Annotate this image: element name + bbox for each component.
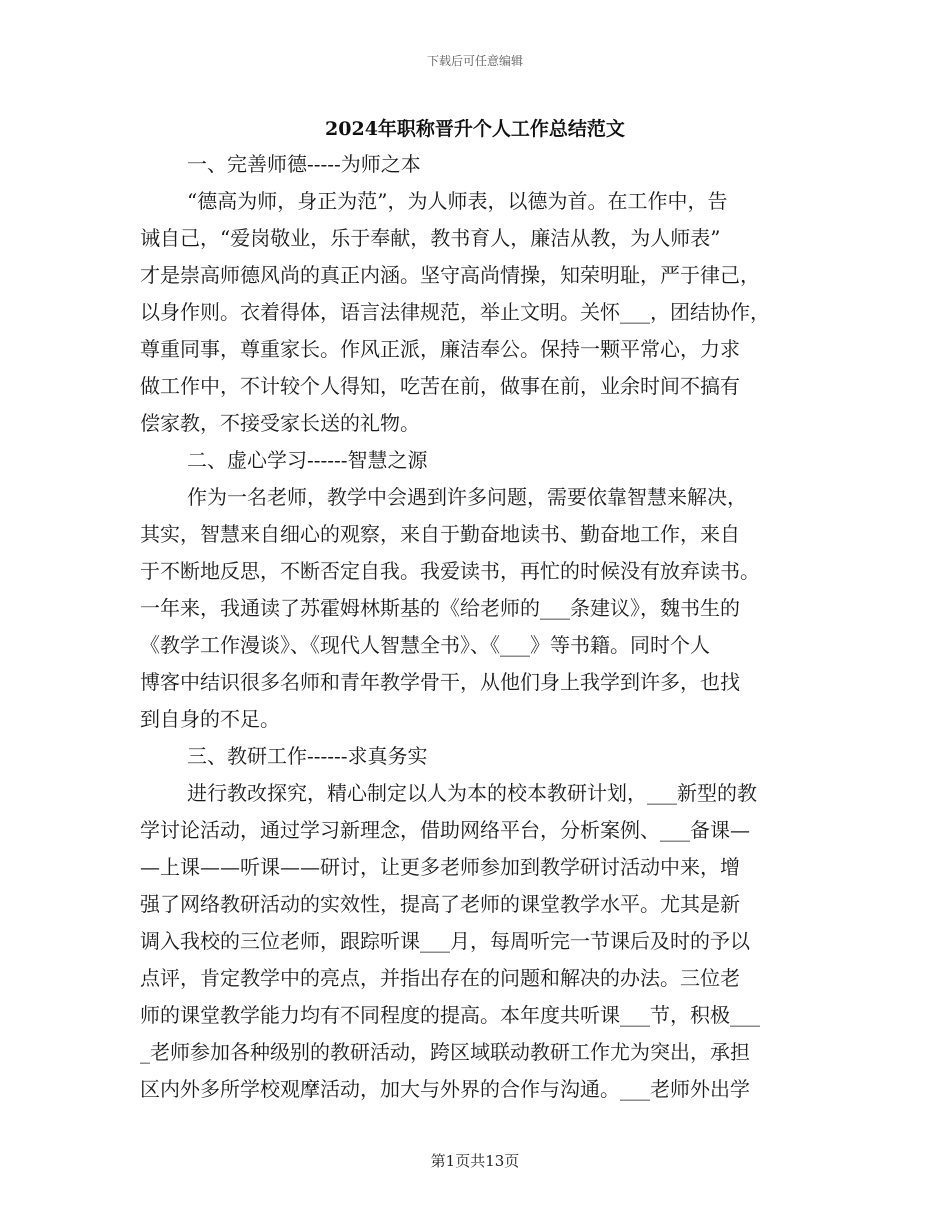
paragraph-line: 进行教改探究，精心制定以人为本的校本教研计划，___新型的教: [187, 781, 757, 805]
paragraph-line: 尊重同事，尊重家长。作风正派，廉洁奉公。保持一颗平常心，力求: [140, 337, 740, 361]
section-heading: 三、教研工作------求真务实: [187, 744, 428, 768]
paragraph-line: 《教学工作漫谈》、《现代人智慧全书》、《___》等书籍。同时个人: [140, 633, 710, 657]
paragraph-line: 诫自己，“爱岗敬业，乐于奉献，教书育人，廉洁从教，为人师表”: [140, 226, 721, 250]
section-heading: 二、虚心学习------智慧之源: [187, 448, 428, 472]
paragraph-line: 以身作则。衣着得体，语言法律规范，举止文明。关怀___，团结协作，: [140, 300, 770, 324]
paragraph-line: 师的课堂教学能力均有不同程度的提高。本年度共听课___节，积极___: [140, 1003, 760, 1027]
paragraph-line: _老师参加各种级别的教研活动，跨区域联动教研工作尤为突出，承担: [140, 1040, 750, 1064]
paragraph-line: 做工作中，不计较个人得知，吃苦在前，做事在前，业余时间不搞有: [140, 374, 740, 398]
paragraph-line: —上课——听课——研讨，让更多老师参加到教学研讨活动中来，增: [140, 855, 740, 879]
paragraph-line: “德高为师，身正为范”，为人师表，以德为首。在工作中，告: [187, 189, 728, 213]
paragraph-line: 其实，智慧来自细心的观察，来自于勤奋地读书、勤奋地工作，来自: [140, 522, 740, 546]
paragraph-line: 才是崇高师德风尚的真正内涵。坚守高尚情操，知荣明耻，严于律己，: [140, 263, 760, 287]
paragraph-line: 偿家教，不接受家长送的礼物。: [140, 411, 420, 435]
paragraph-line: 点评，肯定教学中的亮点，并指出存在的问题和解决的办法。三位老: [140, 966, 740, 990]
paragraph-line: 到自身的不足。: [140, 707, 280, 731]
header-note: 下载后可任意编辑: [426, 54, 523, 68]
document-body: [140, 146, 820, 1108]
document-title: 2024年职称晋升个人工作总结范文: [325, 118, 625, 140]
paragraph-line: 一年来，我通读了苏霍姆林斯基的《给老师的___条建议》，魏书生的: [140, 596, 740, 620]
page-footer: 第1页共13页: [430, 1152, 520, 1170]
paragraph-line: 于不断地反思，不断否定自我。我爱读书，再忙的时候没有放弃读书。: [140, 559, 760, 583]
paragraph-line: 调入我校的三位老师，跟踪听课___月，每周听完一节课后及时的予以: [140, 929, 750, 953]
paragraph-line: 强了网络教研活动的实效性，提高了老师的课堂教学水平。尤其是新: [140, 892, 740, 916]
paragraph-line: 作为一名老师，教学中会遇到许多问题，需要依靠智慧来解决，: [187, 485, 747, 509]
paragraph-line: 学讨论活动，通过学习新理念，借助网络平台，分析案例、___备课—: [140, 818, 750, 842]
paragraph-line: 博客中结识很多名师和青年教学骨干，从他们身上我学到许多，也找: [140, 670, 740, 694]
section-heading: 一、完善师德-----为师之本: [187, 152, 421, 176]
paragraph-line: 区内外多所学校观摩活动，加大与外界的合作与沟通。___老师外出学: [140, 1077, 750, 1101]
